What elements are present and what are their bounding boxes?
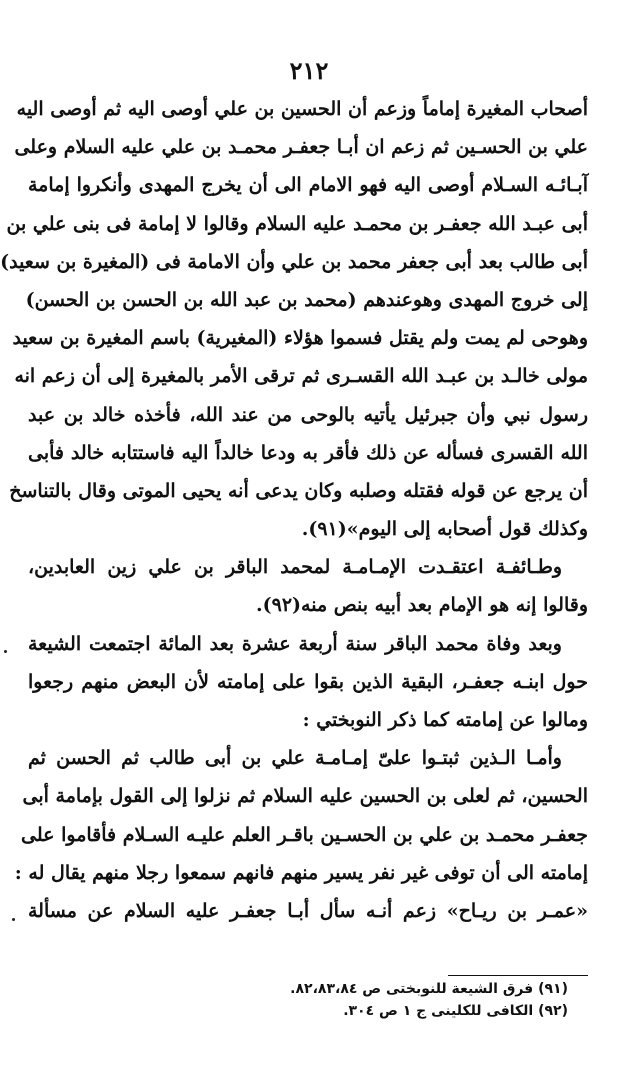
scan-speck bbox=[12, 918, 15, 921]
footnote-rule bbox=[448, 975, 588, 976]
text-line: وطـائفـة اعتقـدت الإمـامـة لمحمد الباقر بن علي زين العابدين، bbox=[28, 556, 562, 579]
text-line: وأمـا الـذين ثبتـوا علىّ إمـامـة علي بن أبى طالب ثم الحسن ثم bbox=[28, 747, 562, 770]
text-line: حول ابنـه جعفـر، البقية الذين بقوا على إمامته لأن البعض منهم رجعوا bbox=[28, 670, 588, 693]
text-line: ومالوا عن إمامته كما ذكر النوبختي : bbox=[302, 709, 588, 731]
text-line: آبـائـه السـلام أوصى اليه فهو الامام الى أن يخرج المهدى وأنكروا إمامة bbox=[28, 174, 588, 197]
text-line: رسول نبي وأن جبرئيل يأتيه بالوحى من عند الله، فأخذه خالد بن عبد bbox=[28, 403, 588, 426]
footnote: (٩٢) الكافى للكلينى ج ١ ص ٣٠٤. bbox=[343, 1003, 568, 1019]
text-line: أن يرجع عن قوله فقتله وصلبه وكان يدعى أنه يحيى الموتى وقال بالتناسخ bbox=[9, 479, 588, 502]
footnote: (٩١) فرق الشيعة للنوبختى ص ٨٢،٨٣،٨٤. bbox=[290, 981, 568, 997]
text-line: وبعد وفاة محمد الباقر سنة أربعة عشرة بعد المائة اجتمعت الشيعة bbox=[28, 632, 562, 655]
text-line: أصحاب المغيرة إماماً وزعم أن الحسين بن علي أوصى اليه ثم أوصى اليه bbox=[16, 98, 588, 120]
footnotes bbox=[28, 978, 568, 1022]
text-line: إلى خروج المهدى وهوعندهم (محمد بن عبد الله بن الحسن بن الحسن) bbox=[25, 288, 588, 311]
scan-speck bbox=[4, 650, 7, 653]
text-line: وقالوا إنه هو الإمام بعد أبيه بنص منه(٩٢). bbox=[256, 594, 588, 617]
page-number: ٢١٢ bbox=[289, 56, 329, 85]
body-text bbox=[0, 90, 588, 930]
text-line: الحسين، ثم لعلى بن الحسين عليه السلام ثم نزلوا إلى القول بإمامة أبى bbox=[22, 785, 588, 808]
text-line: إمامته الى أن توفى غير نفر يسير منهم فانهم سمعوا رجلا منهم يقال له : bbox=[14, 861, 588, 884]
text-line: وهوحى لم يمت ولم يقتل فسموا هؤلاء (المغيرية) باسم المغيرة بن سعيد bbox=[12, 327, 588, 350]
text-line: علي بن الحسـين ثم زعم ان أبـا جعفـر محمـد بن علي عليه السلام وعلى bbox=[14, 136, 588, 159]
text-line: الله القسرى فسأله عن ذلك فأقر به ودعا خالداً اليه فاستتابه خالد فأبى bbox=[28, 441, 588, 464]
text-line: مولى خالـد بن عبـد الله القسـرى ثم ترقى الأمر بالمغيرة إلى أن زعم انه bbox=[14, 365, 588, 388]
text-line: «عمـر بن ريـاح» زعم أنـه سأل أبـا جعفـر عليه السلام عن مسألة bbox=[28, 899, 588, 922]
text-line: أبى طالب بعد أبى جعفر محمد بن علي وأن الامامة فى (المغيرة بن سعيد) bbox=[0, 250, 588, 273]
text-line: جعفـر محمـد بن علي بن الحسـين باقـر العلم عليـه السـلام فأقاموا على bbox=[21, 823, 588, 846]
text-line: أبى عبـد الله جعفـر بن محمـد عليه السلام وقالوا لا إمامة فى بنى علي بن bbox=[6, 212, 588, 235]
text-line: وكذلك قول أصحابه إلى اليوم»(٩١). bbox=[301, 518, 588, 541]
